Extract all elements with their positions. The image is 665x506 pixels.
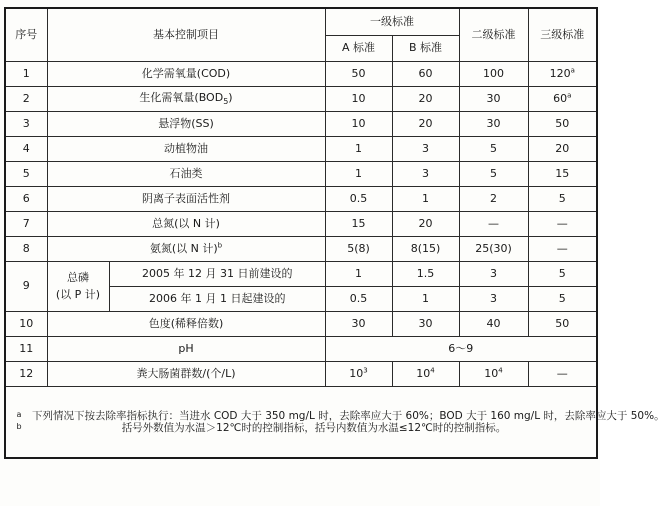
cell-a: 50 (325, 62, 392, 87)
table-row (5, 237, 597, 262)
table-row (5, 187, 597, 212)
cell-a: 0.5 (325, 187, 392, 212)
row-no: 10 (5, 312, 47, 337)
cell-a: 1 (325, 162, 392, 187)
cell-b: 3 (392, 137, 459, 162)
header-row-1 (5, 8, 597, 36)
cell-a: 10 (325, 87, 392, 112)
table-row (5, 312, 597, 337)
row-no: 8 (5, 237, 47, 262)
header-grade1: 一级标准 (325, 8, 459, 36)
cell-a: 10 (325, 112, 392, 137)
row-no: 6 (5, 187, 47, 212)
tp-label-line2: (以 P 计) (55, 288, 101, 302)
row-item: 粪大肠菌群数/(个/L) (47, 362, 325, 387)
cell-b (392, 362, 459, 387)
row-item: pH (47, 337, 325, 362)
cell-a: 5(8) (325, 237, 392, 262)
cell-a: 1 (325, 137, 392, 162)
cell-grade3-value: 60 (553, 91, 568, 105)
row-no: 7 (5, 212, 47, 237)
table-row (5, 337, 597, 362)
cell-a: 30 (325, 312, 392, 337)
footnote-b-mark: b (16, 422, 22, 431)
tp-label-line1: 总磷 (67, 271, 89, 285)
tp-sub-item: 2005 年 12 月 31 日前建设的 (142, 266, 293, 280)
footnote-b-text: 括号外数值为水温＞12℃时的控制指标，括号内数值为水温≤12℃时的控制指标。 (121, 422, 507, 434)
cell-grade2: 3 (459, 287, 528, 312)
cell-grade2: — (459, 212, 528, 237)
cell-a-exp: 3 (363, 366, 368, 375)
table-row (5, 362, 597, 387)
cell-b: 20 (392, 112, 459, 137)
row-item: 悬浮物(SS) (47, 112, 325, 137)
cell-a (325, 362, 392, 387)
row-no: 2 (5, 87, 47, 112)
row-item-close: ) (228, 90, 233, 104)
row-no: 9 (5, 262, 47, 312)
row-item: 色度(稀释倍数) (47, 312, 325, 337)
notes-row (5, 387, 597, 459)
row-item: 化学需氧量(COD) (47, 62, 325, 87)
table-row (5, 162, 597, 187)
header-grade3: 三级标准 (528, 8, 597, 62)
ph-value: 6～9 (325, 337, 597, 362)
table-row (5, 62, 597, 87)
cell-a: 0.5 (325, 287, 392, 312)
table-row (5, 87, 597, 112)
row-no: 11 (5, 337, 47, 362)
cell-a: 15 (325, 212, 392, 237)
cell-grade2: 5 (459, 137, 528, 162)
row-item: 石油类 (47, 162, 325, 187)
standards-table (4, 7, 665, 459)
cell-grade3: — (528, 237, 597, 262)
footnote-ref-a: a (570, 66, 575, 75)
row-item-text: 氨氮(以 N 计) (149, 241, 218, 255)
row-item: 总氮(以 N 计) (47, 212, 325, 237)
header-item: 基本控制项目 (47, 8, 325, 62)
tp-label (48, 262, 109, 311)
cell-grade3 (528, 62, 597, 87)
cell-grade3: 20 (528, 137, 597, 162)
footnote-b (6, 422, 596, 434)
row-no: 3 (5, 112, 47, 137)
row-no: 12 (5, 362, 47, 387)
row-item: 阴离子表面活性剂 (47, 187, 325, 212)
header-seq: 序号 (5, 8, 47, 62)
cell-b-exp: 4 (430, 366, 435, 375)
table-row (5, 112, 597, 137)
cell-b: 60 (392, 62, 459, 87)
row-item (47, 237, 325, 262)
cell-grade2: 3 (459, 262, 528, 287)
cell-grade3: 15 (528, 162, 597, 187)
cell-b: 1 (392, 187, 459, 212)
cell-grade3: 50 (528, 312, 597, 337)
cell-grade2: 30 (459, 87, 528, 112)
footnote-a-mark: a (16, 409, 22, 419)
header-grade2: 二级标准 (459, 8, 528, 62)
cell-grade2: 40 (459, 312, 528, 337)
cell-b: 3 (392, 162, 459, 187)
row-item (47, 87, 325, 112)
cell-b: 30 (392, 312, 459, 337)
table-row (5, 212, 597, 237)
header-grade1-a: A 标准 (325, 36, 392, 62)
row-item-subscript: 5 (223, 97, 229, 106)
cell-grade3: 5 (528, 187, 597, 212)
footnote-ref-a: a (567, 91, 572, 100)
cell-b: 20 (392, 87, 459, 112)
cell-a-base: 10 (349, 366, 364, 380)
footnote-ref-b: b (217, 241, 223, 250)
tp-sub-item: 2006 年 1 月 1 日起建设的 (149, 291, 286, 305)
footnote-a (6, 409, 665, 422)
cell-b: 1.5 (392, 262, 459, 287)
cell-b: 20 (392, 212, 459, 237)
row-item-main: 生化需氧量(BOD (139, 90, 224, 104)
row-item: 动植物油 (47, 137, 325, 162)
cell-grade2: 30 (459, 112, 528, 137)
notes-cell (5, 387, 665, 459)
row-no: 5 (5, 162, 47, 187)
cell-b: 1 (392, 287, 459, 312)
table-row (5, 137, 597, 162)
row-no: 4 (5, 137, 47, 162)
cell-grade3-value: 120 (549, 66, 571, 80)
cell-grade2: 100 (459, 62, 528, 87)
cell-grade3: — (528, 362, 597, 387)
cell-grade3: 5 (528, 262, 597, 287)
cell-grade2: 25(30) (459, 237, 528, 262)
header-grade1-b: B 标准 (392, 36, 459, 62)
cell-grade2 (459, 362, 528, 387)
cell-b: 8(15) (392, 237, 459, 262)
cell-b-base: 10 (416, 366, 431, 380)
cell-grade3 (528, 87, 597, 112)
footnote-a-text: 下列情况下按去除率指标执行：当进水 COD 大于 350 mg/L 时，去除率应大于 60%；BOD 大于 160 mg/L 时，去除率应大于 50%。 (32, 409, 665, 422)
row-no: 1 (5, 62, 47, 87)
cell-a: 1 (325, 262, 392, 287)
cell-grade2: 2 (459, 187, 528, 212)
cell-grade3: 5 (528, 287, 597, 312)
cell-grade3: 50 (528, 112, 597, 137)
cell-grade2: 5 (459, 162, 528, 187)
cell-grade2-base: 10 (484, 366, 499, 380)
cell-grade3: — (528, 212, 597, 237)
cell-grade2-exp: 4 (498, 366, 503, 375)
